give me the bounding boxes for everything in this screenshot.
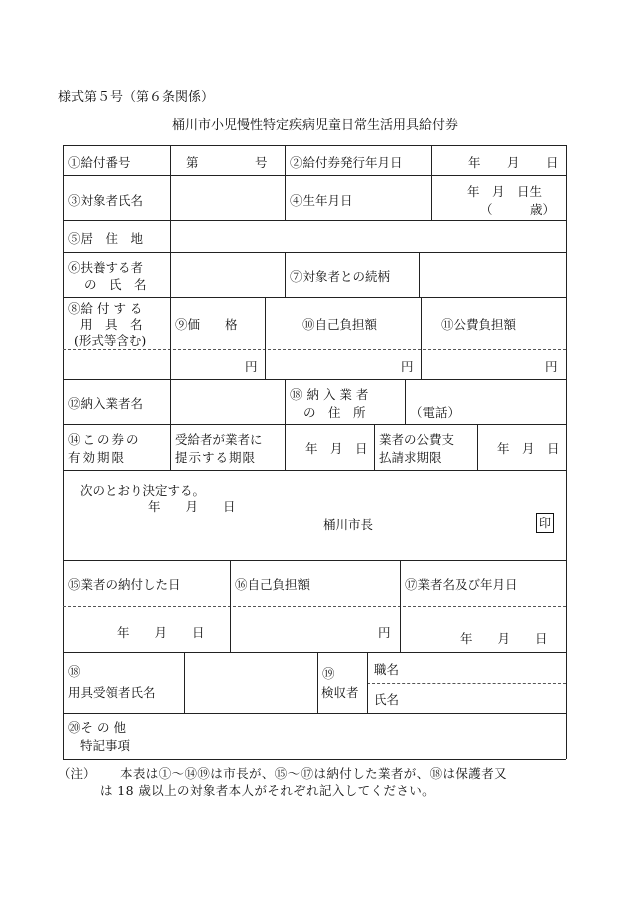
issue-year: 年 (468, 155, 481, 170)
label-subject-name: ③対象者氏名 (68, 193, 144, 208)
label-self-payment-2: ⑯自己負担額 (235, 577, 311, 592)
form-number: 様式第５号（第６条関係） (58, 90, 215, 105)
public-payment-yen: 円 (545, 359, 558, 374)
label-vendor-address-line1: ⑱ 納 入 業 者 (290, 387, 369, 402)
label-grant-number: ①給付番号 (68, 155, 131, 170)
label-guardian-line2: の 氏 名 (84, 277, 147, 292)
label-valid-line1: ⑭この券の (68, 432, 141, 447)
decision-date: 年 月 日 (148, 499, 236, 514)
label-item-line1: ⑧給 付 す る (68, 301, 143, 316)
grant-number-gou: 号 (255, 155, 268, 170)
label-claim-deadline-line1: 業者の公費支 (379, 432, 455, 447)
label-valid-line2: 有効期限 (68, 450, 127, 465)
self-payment-yen-2: 円 (378, 625, 391, 640)
price-yen: 円 (245, 359, 258, 374)
label-price: ⑨価 格 (175, 317, 238, 332)
note-line2: は 18 歳以上の対象者本人がそれぞれ記入してください。 (100, 783, 436, 798)
label-vendor-address-line2: の 住 所 (303, 405, 366, 420)
label-delivery-date: ⑮業者の納付した日 (68, 577, 181, 592)
label-claim-deadline-line2: 払請求期限 (379, 450, 442, 465)
claim-deadline-date: 年 月 日 (497, 441, 560, 456)
self-payment-yen: 円 (401, 359, 414, 374)
grant-number-dai: 第 (186, 155, 199, 170)
decision-text: 次のとおり決定する。 (80, 483, 206, 498)
label-relationship: ⑦対象者との続柄 (290, 269, 391, 284)
form-title: 桶川市小児慢性特定疾病児童日常生活用具給付券 (171, 118, 458, 133)
label-birth-date: ④生年月日 (290, 193, 353, 208)
label-other-line1: ⑳そ の 他 (68, 720, 126, 735)
note-label: （注） (58, 766, 96, 781)
label-item-line2: 用 具 名 (80, 317, 143, 332)
age-line: （ 歳） (480, 202, 556, 217)
issue-day: 日 (546, 155, 559, 170)
label-vendor-name: ⑫納入業者名 (68, 396, 144, 411)
note-line1: 本表は①～⑭⑲は市長が、⑮～⑰は納付した業者が、⑱は保護者又 (120, 766, 508, 781)
vendor-date: 年 月 日 (460, 631, 548, 646)
label-address: ⑤居 住 地 (68, 231, 144, 246)
label-inspector: 検収者 (321, 685, 359, 700)
label-item-line3: (形式等含む) (74, 333, 147, 348)
vendor-phone: （電話） (410, 405, 461, 420)
label-issue-date: ②給付券発行年月日 (290, 155, 403, 170)
label-receiver-name: 用具受領者氏名 (68, 685, 156, 700)
birth-date-line: 年 月 日生 (467, 184, 543, 199)
mayor-label: 桶川市長 (323, 517, 374, 532)
issue-month: 月 (507, 155, 520, 170)
label-guardian-line1: ⑥扶養する者 (68, 260, 144, 275)
label-present-deadline-line2: 提示する期限 (175, 450, 257, 465)
seal-mark: 印 (536, 513, 554, 533)
inspector-number: ⑲ (322, 666, 335, 681)
label-other-line2: 特記事項 (80, 738, 131, 753)
present-deadline-date: 年 月 日 (305, 441, 368, 456)
label-inspector-name: 氏名 (374, 692, 400, 707)
label-present-deadline-line1: 受給者が業者に (175, 432, 263, 447)
label-self-payment: ⑩自己負担額 (302, 317, 378, 332)
label-position: 職名 (374, 662, 400, 677)
delivery-date: 年 月 日 (117, 625, 205, 640)
receiver-number: ⑱ (68, 664, 81, 679)
label-public-payment: ⑪公費負担額 (441, 317, 517, 332)
label-vendor-and-date: ⑰業者名及び年月日 (405, 577, 518, 592)
